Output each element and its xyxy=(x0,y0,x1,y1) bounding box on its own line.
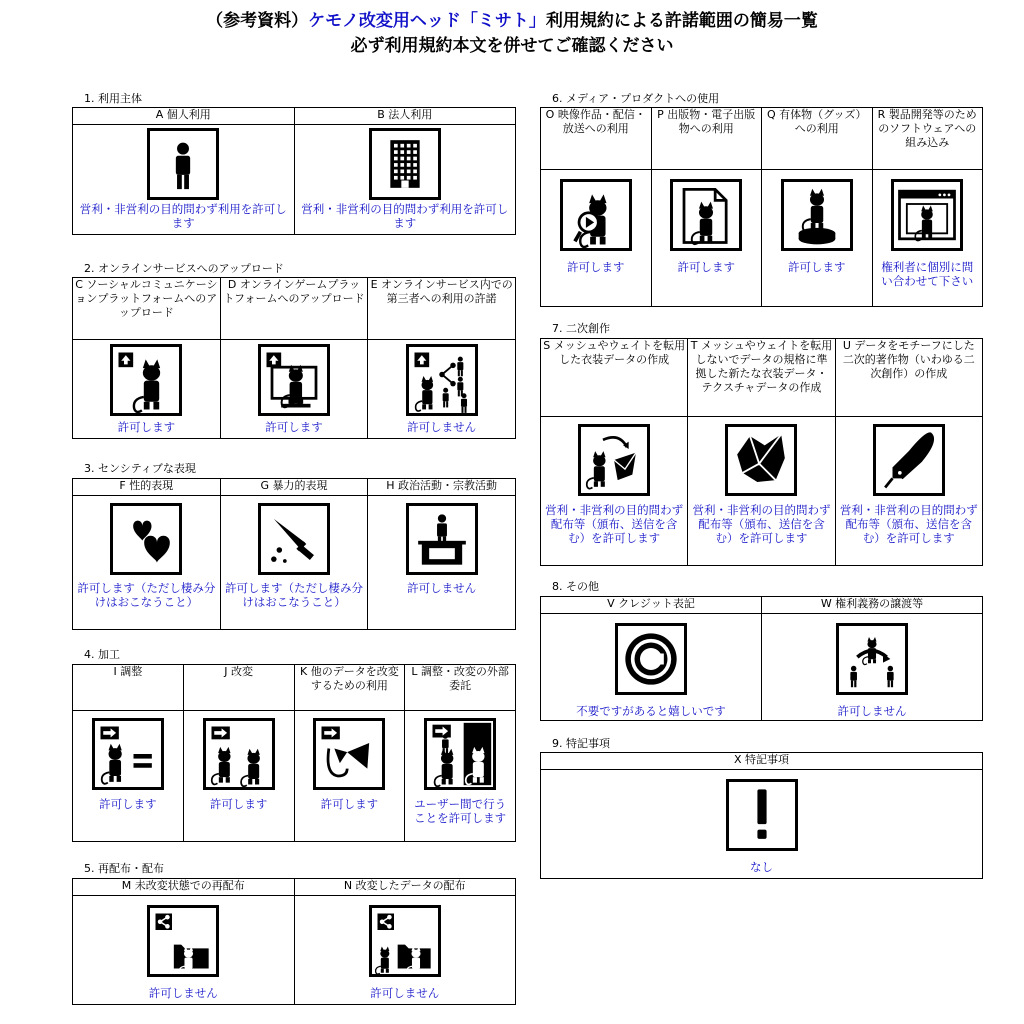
permission-cell xyxy=(541,753,982,878)
section-s4-table xyxy=(72,664,516,842)
knife-icon xyxy=(258,503,330,575)
permission-header: L 調整・改変の外部委託 xyxy=(405,665,515,711)
permission-result: 許可しません xyxy=(370,986,440,1000)
permission-header: S メッシュやウェイトを転用した衣装データの作成 xyxy=(541,339,687,417)
permission-cell xyxy=(405,665,515,841)
permission-result: 許可します xyxy=(117,420,176,434)
permission-result: 許可します xyxy=(209,797,268,811)
permission-header: G 暴力的表現 xyxy=(221,479,368,496)
permission-header: H 政治活動・宗教活動 xyxy=(368,479,515,496)
icon-cell xyxy=(405,711,515,797)
section-s5-table xyxy=(72,878,516,1005)
permission-result: 営利・非営利の目的問わず配布等（頒布、送信を含む）を許可します xyxy=(692,503,831,545)
ribbon-icon xyxy=(313,718,385,790)
icon-cell xyxy=(541,417,687,503)
outsource-icon xyxy=(424,718,496,790)
icon-cell xyxy=(73,496,220,581)
permission-header: M 未改変状態での再配布 xyxy=(73,879,294,896)
upload-game-icon xyxy=(258,344,330,416)
permission-cell xyxy=(73,665,184,841)
permission-cell xyxy=(295,108,516,234)
copyright-icon xyxy=(615,623,687,695)
permission-result: 営利・非営利の目的問わず利用を許可します xyxy=(301,202,509,230)
permission-result: 不要ですがあると嬉しいです xyxy=(576,704,726,718)
permission-cell xyxy=(73,108,295,234)
distribute-modified-icon xyxy=(369,905,441,977)
icon-cell xyxy=(73,125,294,202)
exclamation-icon xyxy=(726,779,798,851)
icon-cell xyxy=(541,170,651,260)
building-icon xyxy=(369,128,441,200)
figure-icon xyxy=(781,179,853,251)
podium-icon xyxy=(406,503,478,575)
permission-cell xyxy=(836,339,982,565)
permission-cell xyxy=(762,108,873,306)
modify-icon xyxy=(203,718,275,790)
permission-header: A 個人利用 xyxy=(73,108,294,125)
section-s6-label: 6. メディア・プロダクトへの使用 xyxy=(552,92,720,105)
icon-cell xyxy=(873,170,983,260)
permission-result: ユーザー間で行うことを許可します xyxy=(414,797,507,825)
icon-cell xyxy=(688,417,834,503)
section-s4-label: 4. 加工 xyxy=(84,648,120,661)
permission-header: E オンラインサービス内での第三者への利用の許諾 xyxy=(368,278,515,340)
permission-header: Q 有体物（グッズ）への利用 xyxy=(762,108,872,170)
upload-avatar-icon xyxy=(110,344,182,416)
permission-cell xyxy=(295,665,406,841)
icon-cell xyxy=(295,125,516,202)
permission-result: 許可します（ただし棲み分けはおこなうこと） xyxy=(77,581,216,609)
permission-cell xyxy=(73,879,295,1004)
hearts-icon xyxy=(110,503,182,575)
permission-cell xyxy=(541,108,652,306)
permission-cell xyxy=(541,597,762,720)
permission-result: 許可します xyxy=(788,260,846,274)
section-s2-table xyxy=(72,277,516,439)
page-title: （参考資料）ケモノ改変用ヘッド「ミサト」利用規約による許諾範囲の簡易一覧 xyxy=(206,11,818,31)
section-s6-table xyxy=(540,107,983,307)
permission-header: I 調整 xyxy=(73,665,183,711)
permission-header: U データをモチーフにした二次的著作物（いわゆる二次創作）の作成 xyxy=(836,339,982,417)
permission-result: 営利・非営利の目的問わず利用を許可します xyxy=(79,202,287,230)
permission-result: 許可します xyxy=(677,260,735,274)
icon-cell xyxy=(295,711,405,797)
icon-cell xyxy=(368,496,515,581)
permission-header: P 出版物・電子出版物への利用 xyxy=(652,108,762,170)
permission-header: B 法人利用 xyxy=(295,108,516,125)
permission-cell xyxy=(73,278,221,438)
software-icon xyxy=(891,179,963,251)
permission-header: J 改変 xyxy=(184,665,294,711)
transfer-icon xyxy=(836,623,908,695)
permission-result: 許可します xyxy=(99,797,157,811)
document-icon xyxy=(670,179,742,251)
permission-result: 営利・非営利の目的問わず配布等（頒布、送信を含む）を許可します xyxy=(545,503,684,545)
icon-cell xyxy=(73,711,183,797)
section-s7-table xyxy=(540,338,983,566)
section-s8-table xyxy=(540,596,983,721)
permission-result: 権利者に個別に問い合わせて下さい xyxy=(881,260,974,288)
permission-header: C ソーシャルコミュニケーションプラットフォームへのアップロード xyxy=(73,278,220,340)
section-s8-label: 8. その他 xyxy=(552,580,599,593)
mesh-transfer-icon xyxy=(578,424,650,496)
icon-cell xyxy=(836,417,982,503)
icon-cell xyxy=(541,614,761,704)
permission-cell xyxy=(368,479,515,629)
permission-result: 許可します xyxy=(320,797,379,811)
permission-result: 営利・非営利の目的問わず配布等（頒布、送信を含む）を許可します xyxy=(839,503,978,545)
icon-cell xyxy=(295,896,516,986)
share-users-icon xyxy=(406,344,478,416)
section-s7-label: 7. 二次創作 xyxy=(552,322,610,335)
cloth-icon xyxy=(725,424,797,496)
permission-cell xyxy=(221,278,369,438)
permission-result: なし xyxy=(750,860,773,874)
adjust-icon xyxy=(92,718,164,790)
section-s1-label: 1. 利用主体 xyxy=(84,92,142,105)
icon-cell xyxy=(652,170,762,260)
permission-header: D オンラインゲームプラットフォームへのアップロード xyxy=(221,278,368,340)
section-s3-table xyxy=(72,478,516,630)
permission-cell xyxy=(873,108,983,306)
permission-header: X 特記事項 xyxy=(541,753,982,770)
permission-header: N 改変したデータの配布 xyxy=(295,879,516,896)
permission-header: O 映像作品・配信・放送への利用 xyxy=(541,108,651,170)
permission-result: 許可します xyxy=(567,260,625,274)
permission-header: K 他のデータを改変するための利用 xyxy=(295,665,405,711)
section-s9-table xyxy=(540,752,983,879)
section-s3-label: 3. センシティブな表現 xyxy=(84,462,196,475)
icon-cell xyxy=(221,496,368,581)
section-s2-label: 2. オンラインサービスへのアップロード xyxy=(84,262,284,275)
section-s9-label: 9. 特記事項 xyxy=(552,737,610,750)
person-icon xyxy=(147,128,219,200)
icon-cell xyxy=(73,340,220,420)
permission-result: 許可しません xyxy=(837,704,907,718)
permission-result: 許可しません xyxy=(148,986,218,1000)
icon-cell xyxy=(184,711,294,797)
permission-cell xyxy=(652,108,763,306)
permission-result: 許可します（ただし棲み分けはおこなうこと） xyxy=(225,581,363,609)
permission-cell xyxy=(184,665,295,841)
permission-header: F 性的表現 xyxy=(73,479,220,496)
page-subtitle: 必ず利用規約本文を併せてご確認ください xyxy=(350,36,674,56)
icon-cell xyxy=(221,340,368,420)
icon-cell xyxy=(73,896,294,986)
permission-cell xyxy=(688,339,835,565)
icon-cell xyxy=(541,770,982,860)
permission-header: V クレジット表記 xyxy=(541,597,761,614)
permission-cell xyxy=(762,597,982,720)
permission-cell xyxy=(221,479,369,629)
icon-cell xyxy=(762,614,982,704)
video-icon xyxy=(560,179,632,251)
redistribute-icon xyxy=(147,905,219,977)
icon-cell xyxy=(762,170,872,260)
icon-cell xyxy=(368,340,515,420)
section-s5-label: 5. 再配布・配布 xyxy=(84,862,164,875)
permission-header: T メッシュやウェイトを転用しないでデータの規格に準拠した新たな衣装データ・テクスチャデータの作成 xyxy=(688,339,834,417)
section-s1-table xyxy=(72,107,516,235)
pen-icon xyxy=(873,424,945,496)
permission-result: 許可します xyxy=(265,420,323,434)
permission-header: W 権利義務の譲渡等 xyxy=(762,597,982,614)
permission-result: 許可しません xyxy=(407,581,477,595)
permission-cell xyxy=(295,879,516,1004)
permission-cell xyxy=(368,278,515,438)
permission-cell xyxy=(73,479,221,629)
permission-cell xyxy=(541,339,688,565)
permission-result: 許可しません xyxy=(407,420,477,434)
permission-header: R 製品開発等のためのソフトウェアへの組み込み xyxy=(873,108,983,170)
